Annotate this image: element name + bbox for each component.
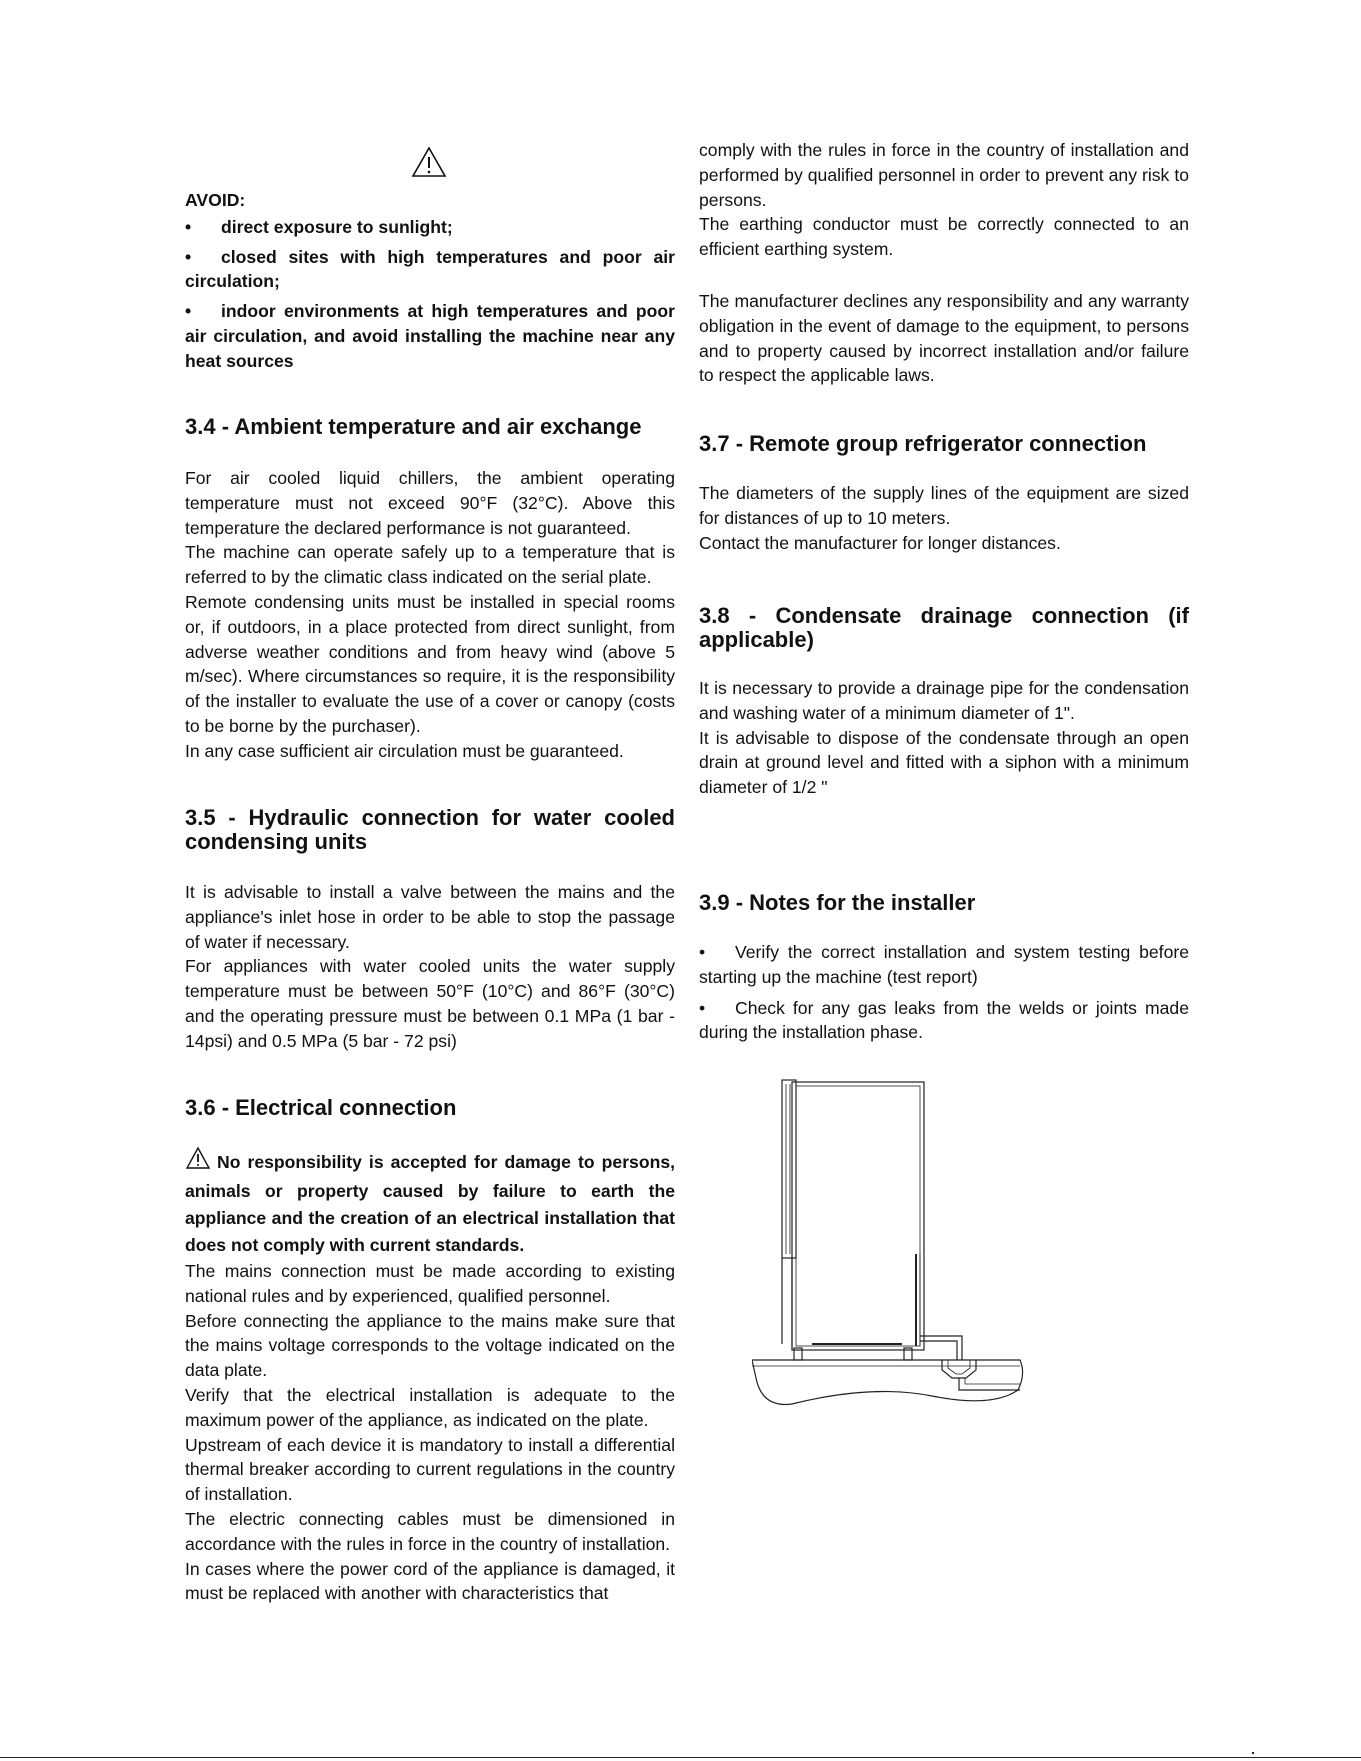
- warning-paragraph: No responsibility is accepted for damage to persons, animals or property caused by failure to earth the appliance and the creation of an electrical installation that does not comply with current standards.: [185, 1146, 675, 1259]
- page-mark: [1252, 1752, 1254, 1754]
- section-3-9-body: [699, 940, 1189, 1045]
- section-3-7-body: [699, 481, 1189, 555]
- section-title: 3.7 - Remote group refrigerator connection: [699, 431, 1147, 456]
- section-title: 3.8 - Condensate drainage connection (if applicable): [699, 603, 1189, 652]
- paragraph: comply with the rules in force in the country of installation and performed by qualified personnel in order to prevent any risk to persons.: [699, 140, 1189, 210]
- section-title: 3.4 - Ambient temperature and air exchange: [185, 414, 642, 439]
- avoid-label: AVOID:: [185, 190, 246, 210]
- warning-icon: [185, 1146, 211, 1178]
- list-item: • Verify the correct installation and system testing before starting up the machine (test report): [699, 942, 1189, 987]
- paragraph: It is advisable to dispose of the condensate through an open drain at ground level and fitted with a siphon with a minimum diameter of 1/2 ": [699, 727, 1189, 798]
- paragraph: For air cooled liquid chillers, the ambient operating temperature must not exceed 90°F (32°C). Above this temperature the declared performance is not guaranteed.: [185, 468, 675, 538]
- paragraph: The diameters of the supply lines of the equipment are sized for distances of up to 10 meters.: [699, 483, 1189, 528]
- section-3-4: [185, 415, 675, 439]
- paragraph: In any case sufficient air circulation must be guaranteed.: [185, 740, 624, 761]
- section-3-4-body: [185, 466, 675, 764]
- paragraph: It is necessary to provide a drainage pipe for the condensation and washing water of a minimum diameter of 1".: [699, 678, 1189, 723]
- paragraph: Before connecting the appliance to the mains make sure that the mains voltage corresponds to the voltage indicated on the data plate.: [185, 1310, 675, 1381]
- paragraph: In cases where the power cord of the appliance is damaged, it must be replaced with another with characteristics that: [185, 1558, 675, 1604]
- paragraph: Verify that the electrical installation is adequate to the maximum power of the appliance, as indicated on the plate.: [185, 1384, 675, 1430]
- paragraph: The machine can operate safely up to a temperature that is referred to by the climatic class indicated on the serial plate.: [185, 542, 675, 588]
- page-bottom-rule: [0, 1757, 1361, 1758]
- paragraph: For appliances with water cooled units the water supply temperature must be between 50°F (10°C) and 86°F (30°C) and the operating pressure must be between 0.1 MPa (1 bar - 14psi) and 0.5 MPa (5 bar - 72 psi): [185, 956, 675, 1051]
- paragraph: The electric connecting cables must be dimensioned in accordance with the rules in force in the country of installation.: [185, 1508, 675, 1554]
- paragraph: The earthing conductor must be correctly connected to an efficient earthing system.: [699, 214, 1189, 260]
- disclaimer: [699, 289, 1189, 388]
- section-3-8-body: [699, 676, 1189, 800]
- section-3-8: [699, 604, 1189, 652]
- avoid-item: • indoor environments at high temperatures and poor air circulation, and avoid installing the machine near any heat sources: [185, 301, 675, 371]
- section-3-6-body: [185, 1146, 675, 1606]
- avoid-item: • closed sites with high temperatures and poor air circulation;: [185, 246, 675, 292]
- section-3-9: [699, 891, 1189, 915]
- installation-diagram: [752, 1078, 1062, 1413]
- paragraph: It is advisable to install a valve between the mains and the appliance's inlet hose in order to be able to stop the passage of water if necessary.: [185, 882, 675, 952]
- section-title: 3.6 - Electrical connection: [185, 1095, 457, 1120]
- avoid-item: • direct exposure to sunlight;: [185, 216, 453, 237]
- paragraph: The mains connection must be made according to existing national rules and by experienced, qualified personnel.: [185, 1261, 675, 1306]
- section-title: 3.5 - Hydraulic connection for water cooled condensing units: [185, 805, 675, 854]
- section-3-7: [699, 432, 1189, 456]
- paragraph: Remote condensing units must be installed in special rooms or, if outdoors, in a place protected from direct sunlight, from adverse weather conditions and from heavy wind (above 5 m/sec). Where circumstances so require, it is the responsibility of the installer to evaluate the use of a cover or canopy (costs to be borne by the purchaser).: [185, 591, 675, 736]
- paragraph: The manufacturer declines any responsibility and any warranty obligation in the event of damage to the equipment, to persons and to property caused by incorrect installation and/or failure to respect the applicable laws.: [699, 291, 1189, 386]
- section-3-5: [185, 806, 675, 854]
- section-3-5-body: [185, 880, 675, 1054]
- paragraph: Contact the manufacturer for longer distances.: [699, 532, 1061, 553]
- continued-text: [699, 138, 1189, 262]
- section-title: 3.9 - Notes for the installer: [699, 890, 976, 915]
- section-3-6: [185, 1096, 675, 1120]
- warning-icon: [411, 146, 451, 183]
- list-item: • Check for any gas leaks from the welds or joints made during the installation phase.: [699, 997, 1189, 1043]
- paragraph: Upstream of each device it is mandatory to install a differential thermal breaker according to current regulations in the country of installation.: [185, 1434, 675, 1505]
- avoid-block: [185, 188, 675, 374]
